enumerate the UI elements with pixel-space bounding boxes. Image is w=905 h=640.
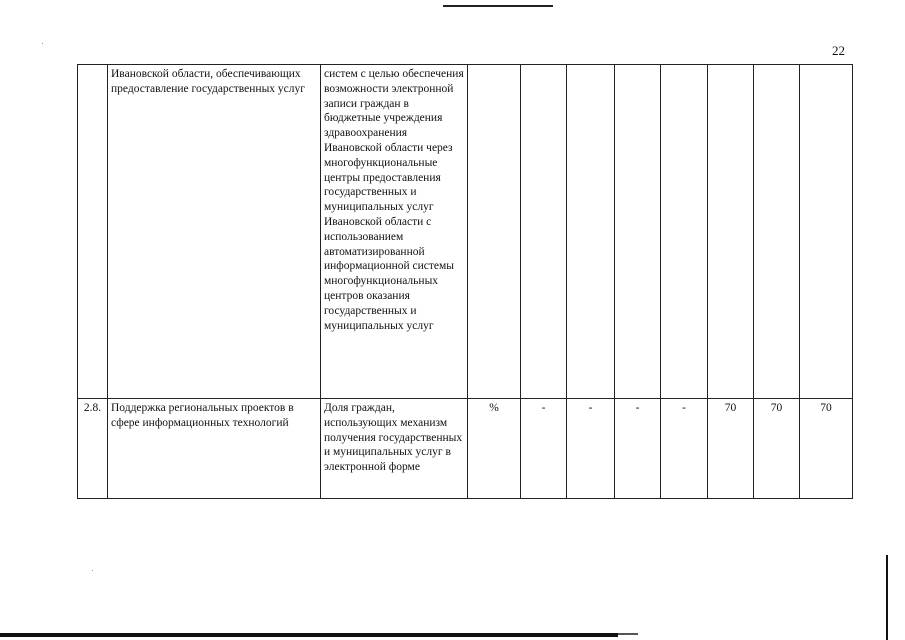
value-cell: 70: [708, 399, 754, 499]
value-cell: [754, 65, 800, 399]
value-cell: -: [521, 399, 567, 499]
indicator-name: систем с целью обеспечения возможности электронной записи граждан в бюджетные учреждения здравоохранения Ивановской области через многофункциональные центры предоставления государственных и муниципальных услуг Ивановской области с использованием автоматизированной информационной системы многофункциональных центров оказания государственных и муниципальных услуг: [321, 65, 468, 399]
header-rule: [443, 5, 553, 7]
scan-edge-right: [886, 555, 888, 640]
unit-cell: %: [468, 399, 521, 499]
row-number: 2.8.: [78, 399, 108, 499]
table-row: [78, 65, 853, 399]
unit-cell: [468, 65, 521, 399]
scan-edge-bottom: [0, 633, 618, 637]
scan-edge-bottom-tail: [618, 633, 638, 635]
value-cell: [800, 65, 853, 399]
value-cell: -: [661, 399, 708, 499]
measure-name: Ивановской области, обеспечивающих предоставление государственных услуг: [108, 65, 321, 399]
value-cell: [708, 65, 754, 399]
value-cell: 70: [754, 399, 800, 499]
value-cell: 70: [800, 399, 853, 499]
value-cell: -: [615, 399, 661, 499]
value-cell: -: [567, 399, 615, 499]
value-cell: [661, 65, 708, 399]
page-number: 22: [832, 43, 845, 58]
row-number: [78, 65, 108, 399]
scan-speck: [92, 570, 93, 571]
measure-name: Поддержка региональных проектов в сфере информационных технологий: [108, 399, 321, 499]
indicator-name: Доля граждан, использующих механизм получения государственных и муниципальных услуг в электронной форме: [321, 399, 468, 499]
scan-speck: [42, 43, 43, 44]
table-row: [78, 399, 853, 499]
value-cell: [521, 65, 567, 399]
value-cell: [567, 65, 615, 399]
value-cell: [615, 65, 661, 399]
indicators-table: [77, 64, 853, 499]
